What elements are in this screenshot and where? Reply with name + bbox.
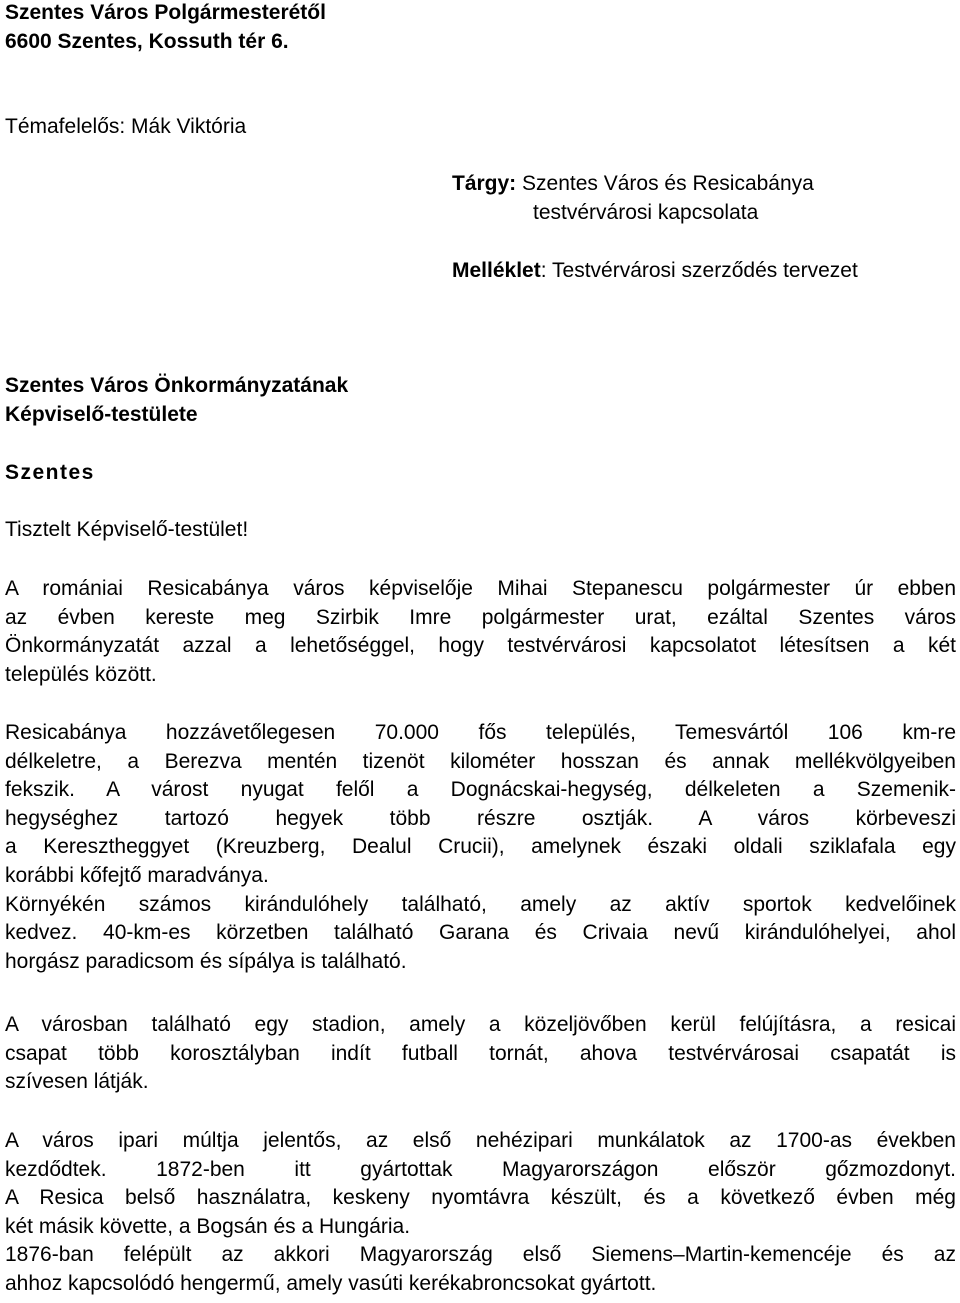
paragraph-line: Resicabánya hozzávetőlegesen 70.000 fős település, Temesvártól 106 km-re [5, 721, 956, 744]
paragraph-line: hegységhez tartozó hegyek több részre osztják. A város körbeveszi [5, 806, 956, 830]
paragraph-line: kedvez. 40-km-es körzetben található Garana és Crivaia nevű kirándulóhelyei, ahol [5, 921, 956, 945]
paragraph-line: A városban található egy stadion, amely a közeljövőben kerül felújításra, a resicai [5, 1013, 956, 1036]
subject-text: Szentes Város és Resicabánya [516, 172, 814, 195]
sender-name: Szentes Város Polgármesterétől [5, 1, 326, 24]
paragraph-line: horgász paradicsom és sípálya is található. [5, 949, 407, 973]
paragraph-line: ahhoz kapcsolódó hengermű, amely vasúti kerékabroncsokat gyártott. [5, 1271, 657, 1295]
paragraph-line: szívesen látják. [5, 1070, 149, 1094]
addressee-line-1: Szentes Város Önkormányzatának [5, 374, 349, 397]
paragraph-line: a Keresztheggyet (Kreuzberg, Dealul Crucii), amelynek északi oldali sziklafala egy [5, 835, 956, 859]
paragraph-line: két másik követte, a Bogsán és a Hungária. [5, 1214, 411, 1238]
subject-label: Tárgy: [452, 172, 517, 195]
paragraph-2 [5, 719, 956, 976]
paragraph-1 [5, 575, 956, 689]
paragraph-line: kezdődtek. 1872-ben itt gyártottak Magyarországon először gőzmozdonyt. [5, 1157, 956, 1181]
subject-line-2: testvérvárosi kapcsolata [533, 201, 759, 224]
attachment-line [452, 258, 858, 284]
paragraph-line: csapat több korosztályban indít futball tornát, ahova testvérvárosai csapatát is [5, 1041, 956, 1065]
addressee-line-2: Képviselő-testülete [5, 403, 198, 426]
paragraph-line: A Resica belső használatra, keskeny nyomtávra készült, és a következő évben még [5, 1186, 956, 1210]
responsible-person: Témafelelős: Mák Viktória [5, 115, 247, 138]
paragraph-line: A város ipari múltja jelentős, az első nehézipari munkálatok az 1700-as években [5, 1129, 956, 1152]
addressee-city: Szentes [5, 461, 95, 484]
paragraph-line: az évben kereste meg Szirbik Imre polgármester urat, ezáltal Szentes város [5, 605, 956, 629]
paragraph-line: Környékén számos kirándulóhely található, amely az aktív sportok kedvelőinek [5, 892, 956, 916]
attachment-value: : Testvérvárosi szerződés tervezet [540, 259, 858, 282]
paragraph-line: Önkormányzatát azzal a lehetőséggel, hogy testvérvárosi kapcsolatot létesítsen a két [5, 634, 956, 658]
attachment-label: Melléklet [452, 259, 541, 282]
paragraph-line: A romániai Resicabánya város képviselője Mihai Stepanescu polgármester úr ebben [5, 577, 956, 600]
paragraph-line: fekszik. A várost nyugat felől a Dognácskai-hegység, délkeleten a Szemenik- [5, 778, 956, 802]
sender-address: 6600 Szentes, Kossuth tér 6. [5, 30, 289, 53]
paragraph-line: délkeletre, a Berezva mentén tizenöt kilométer hosszan és annak mellékvölgyeiben [5, 749, 956, 773]
salutation: Tisztelt Képviselő-testület! [5, 518, 249, 541]
subject-line [452, 171, 814, 197]
paragraph-line: korábbi kőfejtő maradványa. [5, 863, 269, 887]
paragraph-3 [5, 1011, 956, 1097]
paragraph-line: település között. [5, 662, 157, 686]
paragraph-line: 1876-ban felépült az akkori Magyarország első Siemens–Martin-kemencéje és az [5, 1243, 956, 1267]
paragraph-4 [5, 1127, 956, 1299]
